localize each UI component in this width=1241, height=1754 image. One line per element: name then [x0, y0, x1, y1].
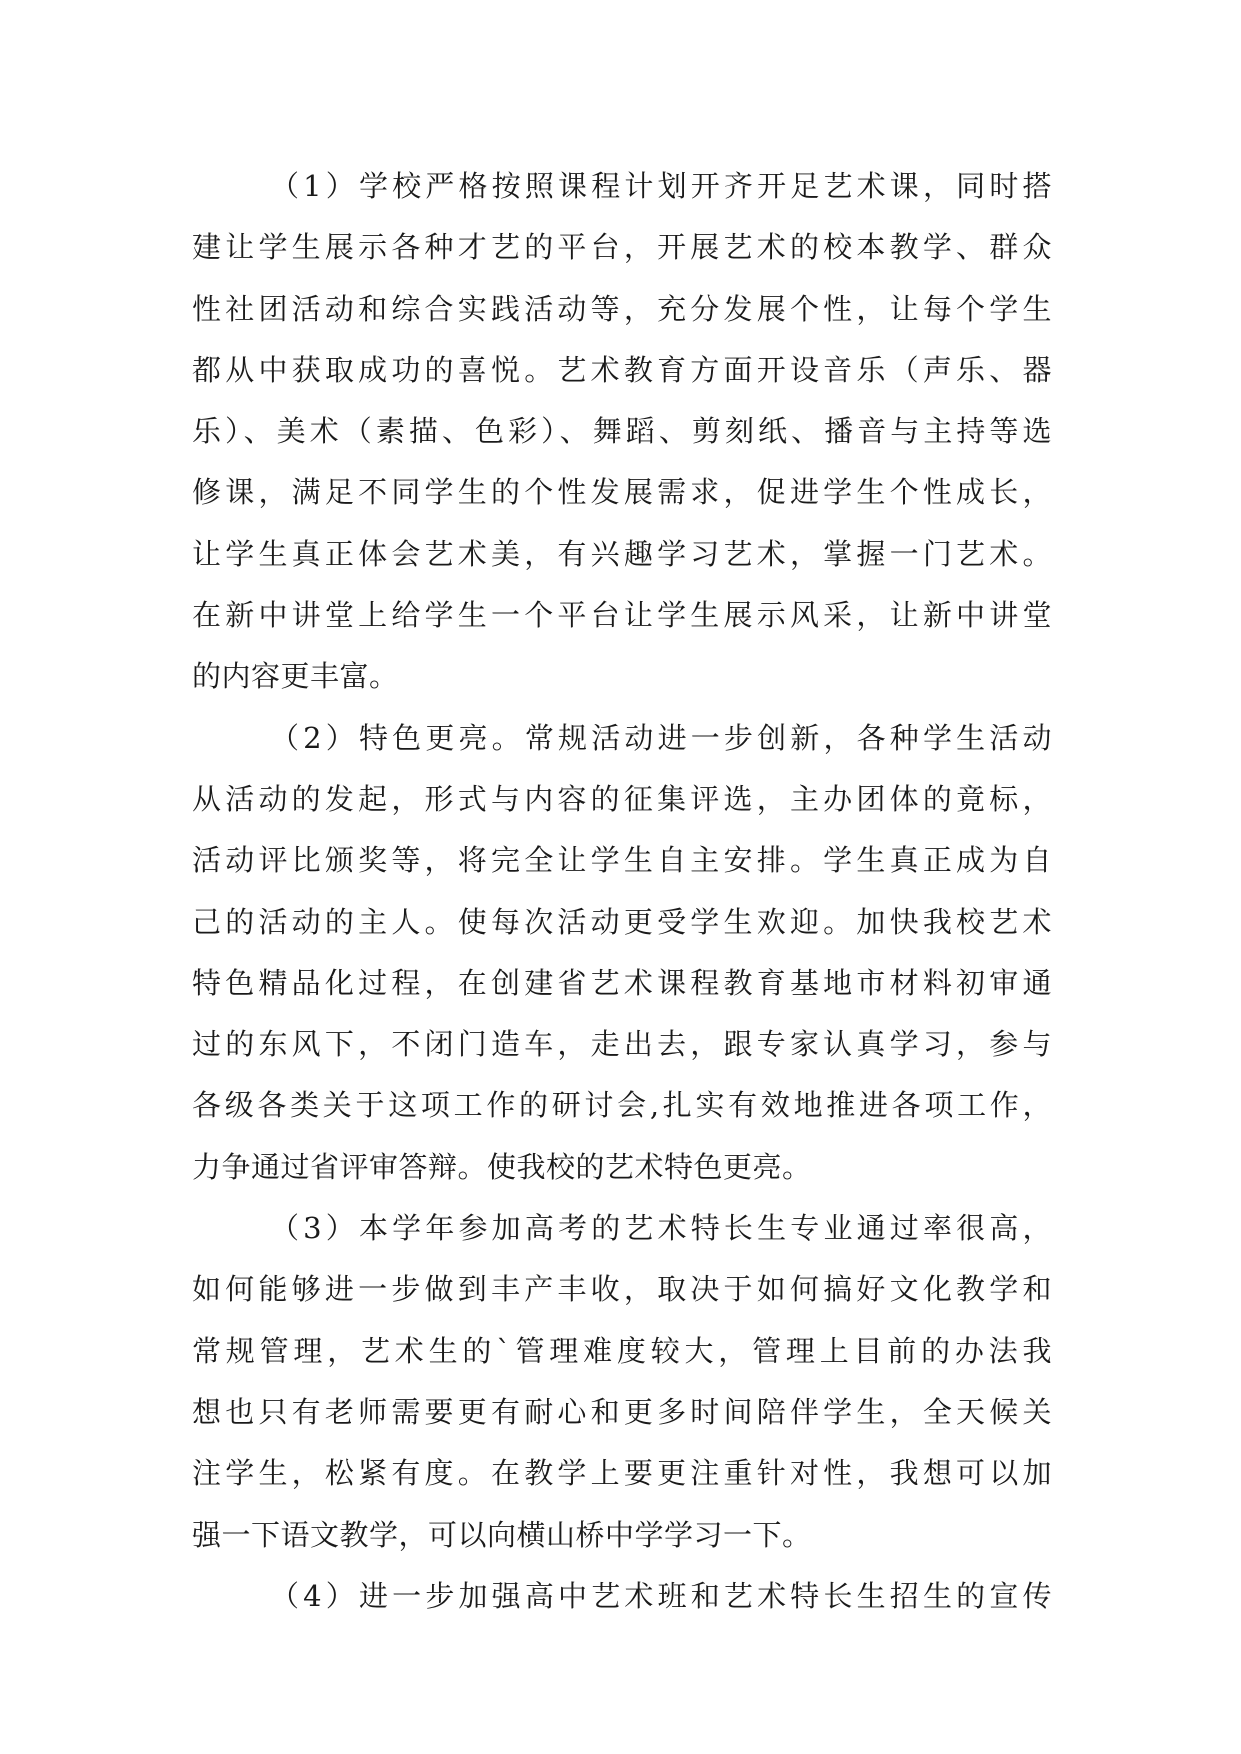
text-line: 乐）、美术（素描、色彩）、舞蹈、剪刻纸、播音与主持等选	[192, 414, 1052, 449]
text-line: 在新中讲堂上给学生一个平台让学生展示风采，让新中讲堂	[192, 598, 1052, 633]
text-line: 从活动的发起，形式与内容的征集评选，主办团体的竟标，	[192, 781, 1052, 816]
text-line: 力争通过省评审答辩。使我校的艺术特色更亮。	[192, 1149, 812, 1184]
paragraph-2	[192, 708, 1052, 1198]
text-line: 强一下语文教学，可以向横山桥中学学习一下。	[192, 1517, 812, 1552]
paragraph-3	[192, 1198, 1052, 1566]
text-line: 常规管理，艺术生的`管理难度较大，管理上目前的办法我	[192, 1333, 1052, 1368]
text-line: 注学生，松紧有度。在教学上要更注重针对性，我想可以加	[192, 1456, 1052, 1491]
text-line: 的内容更丰富。	[192, 659, 399, 694]
text-line: 如何能够进一步做到丰产丰收，取决于如何搞好文化教学和	[192, 1272, 1052, 1307]
text-line: 建让学生展示各种才艺的平台，开展艺术的校本教学、群众	[192, 230, 1052, 265]
text-line: 都从中获取成功的喜悦。艺术教育方面开设音乐（声乐、器	[192, 352, 1052, 387]
text-line: （2）特色更亮。常规活动进一步创新，各种学生活动	[270, 720, 1052, 755]
text-line: （4）进一步加强高中艺术班和艺术特长生招生的宣传	[270, 1578, 1052, 1613]
text-line: 活动评比颁奖等，将完全让学生自主安排。学生真正成为自	[192, 843, 1052, 878]
text-line: 特色精品化过程，在创建省艺术课程教育基地市材料初审通	[192, 965, 1052, 1000]
text-line: （3）本学年参加高考的艺术特长生专业通过率很高，	[270, 1211, 1052, 1246]
paragraph-4	[192, 1566, 1052, 1627]
text-line: 各级各类关于这项工作的研讨会,扎实有效地推进各项工作，	[192, 1088, 1052, 1123]
text-line: 让学生真正体会艺术美，有兴趣学习艺术，掌握一门艺术。	[192, 536, 1052, 571]
text-line: （1）学校严格按照课程计划开齐开足艺术课，同时搭	[270, 169, 1052, 203]
text-line: 过的东风下，不闭门造车，走出去，跟专家认真学习，参与	[192, 1027, 1052, 1062]
paragraph-1	[192, 156, 1052, 708]
text-line: 己的活动的主人。使每次活动更受学生欢迎。加快我校艺术	[192, 904, 1052, 939]
text-line: 修课，满足不同学生的个性发展需求，促进学生个性成长，	[192, 475, 1052, 510]
text-line: 想也只有老师需要更有耐心和更多时间陪伴学生，全天候关	[192, 1394, 1052, 1429]
text-line: 性社团活动和综合实践活动等，充分发展个性，让每个学生	[192, 291, 1052, 326]
document-body	[192, 156, 1052, 1627]
